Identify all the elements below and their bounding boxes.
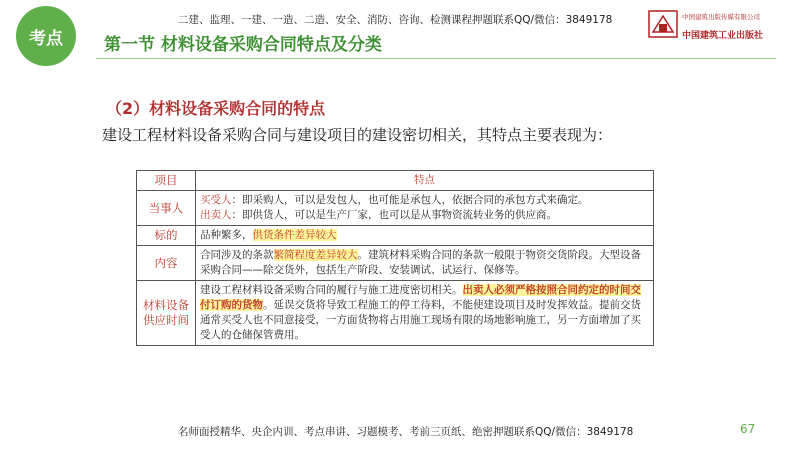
bottom-banner: 名师面授精华、央企内训、考点串讲、习题模考、考前三页纸、绝密押题联系QQ/微信：3849178 — [178, 426, 634, 438]
term-seller: 出卖人 — [200, 209, 232, 221]
intro-text: 建设工程材料设备采购合同与建设项目的建设密切相关，其特点主要表现为： — [102, 126, 613, 144]
row-content — [196, 226, 654, 246]
topic-badge — [16, 6, 76, 66]
supply-text-2: 。延误交货将导致工程施工的停工待料，不能使建设项目及时发挥效益。提前交货通常买受人也不同意接受，一方面货物将占用施工现场有限的场地影响施工，另一方面增加了买受人的仓储保管费用。 — [200, 299, 641, 341]
supply-seller: 出卖人 — [462, 284, 494, 296]
row-content — [196, 246, 654, 281]
publisher-emblem-icon — [648, 10, 678, 38]
table-row — [137, 191, 654, 226]
row-label: 标的 — [137, 226, 196, 246]
party-buyer — [200, 193, 649, 208]
row-content — [196, 281, 654, 346]
term-buyer: 买受人 — [200, 194, 232, 206]
row-content — [196, 191, 654, 226]
row-label: 材料设备供应时间 — [137, 281, 196, 346]
supply-text-1: 建设工程材料设备采购合同的履行与施工进度密切相关。 — [200, 284, 463, 296]
header-feature: 特点 — [196, 171, 654, 191]
header-item: 项目 — [137, 171, 196, 191]
table-row — [137, 281, 654, 346]
content-text-1: 合同涉及的条款 — [200, 249, 274, 261]
buyer-desc: ：即采购人，可以是发包人，也可能是承包人，依据合同的承包方式来确定。 — [231, 194, 589, 206]
features-table — [136, 170, 654, 346]
content-text-2: 。建筑材料采购合同的条款一般限于物资交货阶段。大型设备采购合同——除交货外，包括生产阶段、安装调试、试运行、保修等。 — [200, 249, 641, 276]
section-title: 第一节 材料设备采购合同特点及分类 — [104, 35, 382, 55]
seller-desc: ：即供货人，可以是生产厂家，也可以是从事物资流转业务的供应商。 — [231, 209, 557, 221]
table-row — [137, 226, 654, 246]
subject-text: 品种繁多， — [200, 229, 253, 241]
page-number: 67 — [740, 422, 756, 436]
publisher-logo — [648, 8, 788, 44]
table-header-row — [137, 171, 654, 191]
row-label: 内容 — [137, 246, 196, 281]
supply-highlight: 必须严格按照合同约定的时间交付订购的货物 — [200, 284, 641, 311]
sub-heading: （2）材料设备采购合同的特点 — [106, 99, 326, 118]
table-row — [137, 246, 654, 281]
publisher-name-large: 中国建筑工业出版社 — [682, 31, 764, 41]
topic-badge-text: 考点 — [29, 28, 63, 49]
subject-highlight: 供货条件差异较大 — [252, 229, 337, 241]
header-divider — [96, 58, 776, 59]
content-highlight: 繁简程度差异较大 — [273, 249, 358, 261]
top-banner: 二建、监理、一建、一造、二造、安全、消防、咨询、检测课程押题联系QQ/微信：3849178 — [178, 14, 613, 26]
row-label: 当事人 — [137, 191, 196, 226]
party-seller — [200, 208, 649, 223]
publisher-name-small: 中国建筑出版传媒有限公司 — [682, 13, 760, 21]
